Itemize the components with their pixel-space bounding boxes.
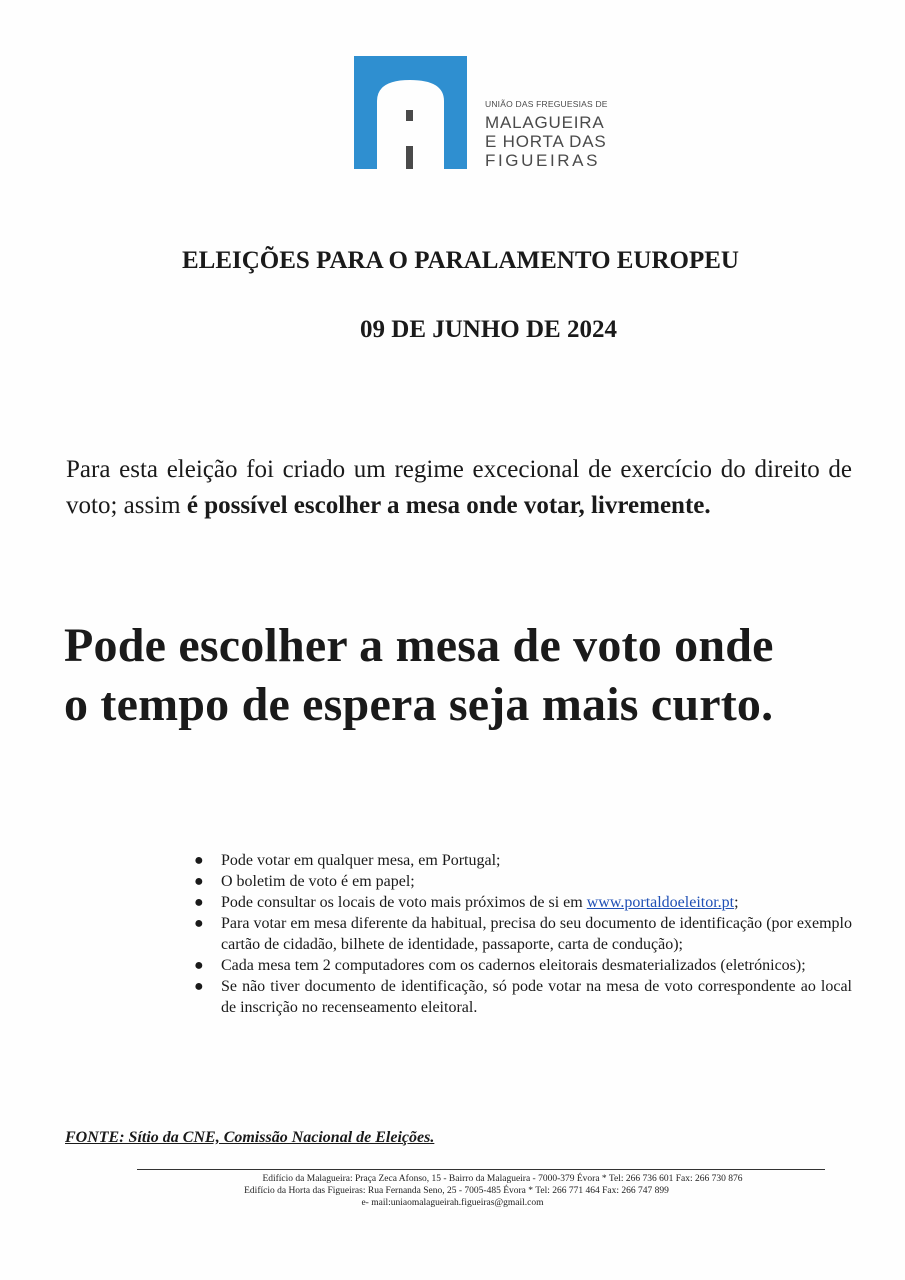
bullet-icon: ●	[194, 873, 204, 890]
logo-wordmark	[485, 100, 608, 170]
intro-paragraph	[66, 452, 852, 524]
list-item-end: ;	[734, 894, 739, 911]
list-item	[192, 871, 852, 892]
intro-line-3-bold: livremente.	[590, 492, 711, 519]
headline-line-1: Pode escolher a mesa de voto onde	[64, 619, 774, 672]
intro-line-1: Para esta eleição foi criado um regime excecional de exercício do	[66, 456, 746, 483]
election-date: 09 DE JUNHO DE 2024	[360, 316, 617, 343]
source-note: FONTE: Sítio da CNE, Comissão Nacional de Eleições.	[65, 1129, 435, 1146]
logo-line-4: FIGUEIRAS	[485, 150, 601, 170]
footer	[0, 1173, 905, 1209]
list-item-text: Pode consultar os locais de voto mais próximos de si em	[221, 894, 587, 911]
info-list	[192, 850, 852, 1018]
list-item-text: Pode votar em qualquer mesa, em Portugal;	[221, 852, 501, 869]
logo-line-1: UNIÃO DAS FREGUESIAS DE	[485, 99, 608, 109]
footer-divider	[137, 1169, 825, 1170]
logo-line-3: E HORTA DAS	[485, 131, 607, 151]
list-item	[192, 976, 852, 1018]
bullet-icon: ●	[194, 957, 204, 974]
footer-email: e- mail:uniaomalagueirah.figueiras@gmail.com	[361, 1198, 544, 1208]
bullet-icon: ●	[194, 894, 204, 911]
footer-address-2: Edifício da Horta das Figueiras: Rua Fernanda Seno, 25 - 7005-485 Évora * Tel: 266 771 464 Fax: 266 747 899	[244, 1186, 669, 1196]
bullet-icon: ●	[194, 978, 204, 995]
bullet-icon: ●	[194, 915, 204, 932]
footer-address-1: Edifício da Malagueira: Praça Zeca Afonso, 15 - Bairro da Malagueira - 7000-379 Évora * Tel: 266 736 601 Fax: 266 730 876	[262, 1174, 743, 1184]
parish-logo	[354, 56, 614, 172]
document-title: ELEIÇÕES PARA O PARALAMENTO EUROPEU	[181, 247, 739, 274]
list-item-text: O boletim de voto é em papel;	[221, 873, 415, 890]
portal-link[interactable]: www.portaldoeleitor.pt	[586, 894, 735, 911]
list-item-text: Para votar em mesa diferente da habitual, precisa do seu documento de identificação (por exemplo cartão de cidadão, bilhete de identidade, passaporte, carta de condução);	[221, 915, 852, 953]
list-item	[192, 913, 852, 955]
logo-line-2: MALAGUEIRA	[485, 112, 605, 132]
list-item	[192, 850, 852, 871]
intro-line-2-plain: direito de voto; assim	[66, 456, 852, 519]
list-item-text: Se não tiver documento de identificação, só pode votar na mesa de voto correspondente ao local de inscrição no recenseamento eleitoral.	[221, 978, 852, 1016]
list-item	[192, 955, 852, 976]
bullet-icon: ●	[194, 852, 204, 869]
logo-mark-icon	[354, 56, 467, 169]
list-item	[192, 892, 852, 913]
list-item-text: Cada mesa tem 2 computadores com os cadernos eleitorais desmaterializados (eletrónicos);	[221, 957, 806, 974]
intro-line-2-bold: é possível escolher a mesa onde votar,	[186, 492, 585, 519]
headline	[64, 616, 864, 734]
headline-line-2: o tempo de espera seja mais curto.	[64, 678, 774, 731]
